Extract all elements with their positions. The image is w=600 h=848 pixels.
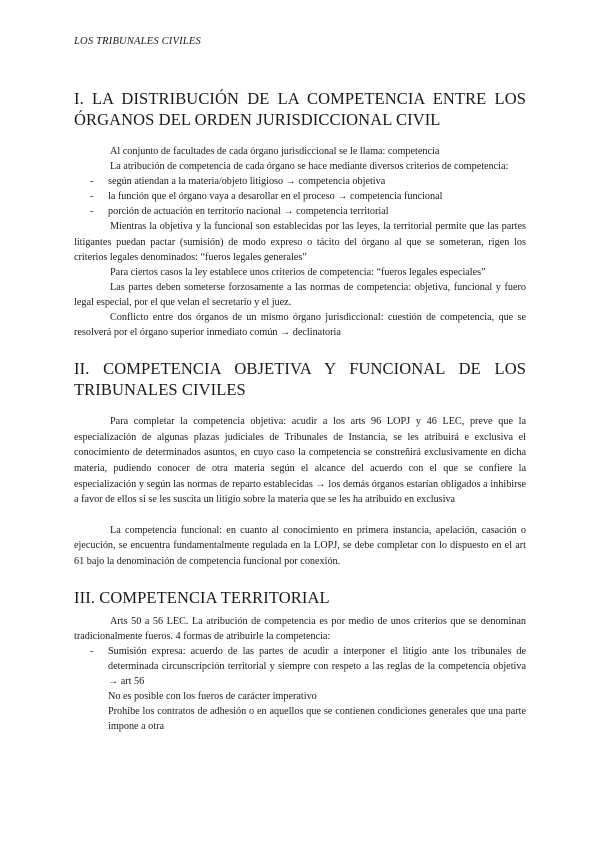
running-header: LOS TRIBUNALES CIVILES — [74, 36, 201, 47]
section-1-paragraph-5: Las partes deben someterse forzosamente a las normas de competencia: objetiva, funcional y fuero legal especial, por el que velan el secretario y el juez. — [74, 281, 526, 308]
territorial-forms-list — [74, 644, 526, 689]
section-1-paragraph-4: Para ciertos casos la ley establece unos criterios de competencia: “fueros legales especiales” — [110, 266, 486, 278]
section-1-heading: I. LA DISTRIBUCIÓN DE LA COMPETENCIA ENTRE LOS ÓRGANOS DEL ORDEN JURISDICCIONAL CIVIL — [74, 89, 526, 129]
competence-criteria-list — [74, 174, 526, 219]
section-3-heading: III. COMPETENCIA TERRITORIAL — [74, 587, 330, 607]
section-1-paragraph-2: La atribución de competencia de cada órgano se hace mediante diversos criterios de competencia: — [110, 161, 509, 173]
list-item: - según atiendan a la materia/objeto litigioso → competencia objetiva — [90, 176, 386, 188]
list-item: - porción de actuación en territorio nacional → competencia territorial — [90, 206, 389, 218]
section-3-paragraph-1: Arts 50 a 56 LEC. La atribución de competencia es por medio de unos criterios que se denominan tradicionalmente fueros. 4 formas de atribuirle la competencia: — [74, 615, 526, 642]
sub-paragraph-adhesion: Prohibe los contratos de adhesión o en aquellos que se contienen condiciones generales que una parte impone a otra — [108, 706, 526, 733]
section-1-paragraph-1: Al conjunto de facultades de cada órgano jurisdiccional se le llama: competencia — [110, 146, 440, 157]
section-1-paragraph-3: Mientras la objetiva y la funcional son establecidas por las leyes, la territorial permite que las partes litigantes puedan pactar (sumisión) de modo expreso o tácito del órgano al que se someteran, rigen los criterios legales denominados: “fueros legales generales” — [74, 221, 526, 263]
section-2-heading: II. COMPETENCIA OBJETIVA Y FUNCIONAL DE LOS TRIBUNALES CIVILES — [74, 359, 526, 400]
sub-paragraph-imperative: No es posible con los fueros de carácter imperativo — [108, 691, 317, 703]
section-2-paragraph-1: Para completar la competencia objetiva: acudir a los arts 96 LOPJ y 46 LEC, preve que la especialización de algunas plazas judiciales de Tribunales de Instancia, se les atribuirá e exclusiva el conocimiento de determinados asuntos, en cuyo caso la competencia se constreñirá exclusivamente en dicha materia, pudiendo conocer de otra materia según el alcance del acuerdo con el que se confiere la especialización y según las normas de reparto establecidas → los demás órganos estarían obligados a inhibirse a favor de ellos si se les suscita un litigio sobre la materia que se les ha atribuido en exclusiva — [74, 416, 526, 506]
list-item: - Sumisión expresa: acuerdo de las partes de acudir a interponer el litigio ante los tribunales de determinada circunscripción territorial y siempre con respeto a las reglas de la competencia objetiva → art 56 — [90, 645, 526, 687]
document-body — [74, 88, 526, 734]
section-2-paragraph-2: La competencia funcional: en cuanto al conocimiento en primera instancia, apelación, casación o ejecución, se encuentra fundamentalmente regulada en la LOPJ, se debe completar con lo dispuesto en el art 61 bajo la denominación de competencia funcional por conexión. — [74, 524, 526, 567]
list-item: - la función que el órgano vaya a desarollar en el proceso → competencia funcional — [90, 191, 443, 203]
section-1-paragraph-6: Conflicto entre dos órganos de un mismo órgano jurisdiccional: cuestión de competencia, que se resolverá por el órgano superior inmediato común → declinatoria — [74, 312, 526, 339]
